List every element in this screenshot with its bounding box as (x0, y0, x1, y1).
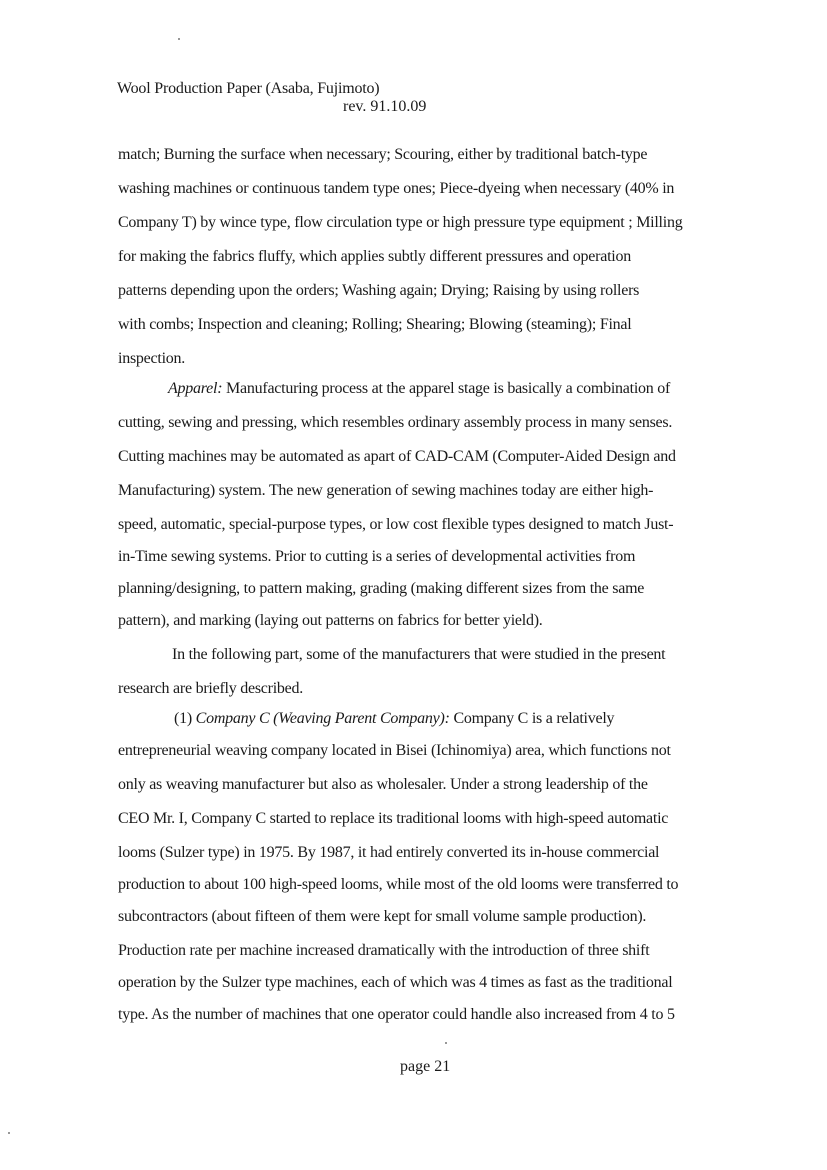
text-line: production to about 100 high-speed looms, while most of the old looms were transferred to (118, 876, 679, 893)
text-line: with combs; Inspection and cleaning; Rolling; Shearing; Blowing (steaming); Final (118, 316, 632, 333)
text-line: subcontractors (about fifteen of them were kept for small volume sample production). (118, 908, 647, 925)
header-title: Wool Production Paper (Asaba, Fujimoto) (117, 80, 380, 97)
text-line: match; Burning the surface when necessary; Scouring, either by traditional batch-type (118, 146, 648, 163)
text-line: Company T) by wince type, flow circulation type or high pressure type equipment ; Milling (118, 214, 683, 231)
text-line: operation by the Sulzer type machines, each of which was 4 times as fast as the traditional (118, 974, 673, 991)
text-line: Cutting machines may be automated as apart of CAD-CAM (Computer-Aided Design and (118, 448, 676, 465)
text-line: Production rate per machine increased dramatically with the introduction of three shift (118, 942, 650, 959)
text-line: CEO Mr. I, Company C started to replace its traditional looms with high-speed automatic (118, 810, 669, 827)
text-line: research are briefly described. (118, 680, 304, 697)
apparel-heading: Apparel: (168, 380, 223, 397)
text-line: looms (Sulzer type) in 1975. By 1987, it had entirely converted its in-house commercial (118, 844, 660, 861)
page-number: page 21 (400, 1058, 451, 1075)
text-line: pattern), and marking (laying out patterns on fabrics for better yield). (118, 612, 543, 629)
text-line: Manufacturing) system. The new generation of sewing machines today are either high- (118, 482, 654, 499)
text-line: washing machines or continuous tandem type ones; Piece-dyeing when necessary (40% in (118, 180, 675, 197)
text-line: planning/designing, to pattern making, grading (making different sizes from the same (118, 580, 645, 597)
text-line: patterns depending upon the orders; Washing again; Drying; Raising by using rollers (118, 282, 640, 299)
text-line: only as weaving manufacturer but also as wholesaler. Under a strong leadership of the (118, 776, 648, 793)
text-line: cutting, sewing and pressing, which resembles ordinary assembly process in many senses. (118, 414, 673, 431)
text-line: in-Time sewing systems. Prior to cutting is a series of developmental activities from (118, 548, 636, 565)
scan-speck (8, 1132, 10, 1134)
paragraph-apparel-first-line (168, 380, 670, 398)
text-span: Manufacturing process at the apparel stage is basically a combination of (222, 380, 671, 397)
header-revision: rev. 91.10.09 (343, 98, 427, 115)
paragraph-company-c-first-line (174, 710, 614, 728)
text-line: In the following part, some of the manufacturers that were studied in the present (172, 646, 666, 663)
text-span: Company C is a relatively (449, 710, 615, 727)
text-line: entrepreneurial weaving company located in Bisei (Ichinomiya) area, which functions not (118, 742, 671, 759)
text-line: for making the fabrics fluffy, which applies subtly different pressures and operation (118, 248, 631, 265)
item-number: (1) (174, 710, 196, 727)
text-line: speed, automatic, special-purpose types, or low cost flexible types designed to match Just- (118, 516, 674, 533)
text-line: inspection. (118, 350, 186, 367)
company-c-heading: Company C (Weaving Parent Company): (195, 710, 450, 727)
scan-speck (178, 38, 180, 40)
text-line: type. As the number of machines that one operator could handle also increased from 4 to 5 (118, 1006, 675, 1023)
scan-speck (445, 1042, 447, 1044)
